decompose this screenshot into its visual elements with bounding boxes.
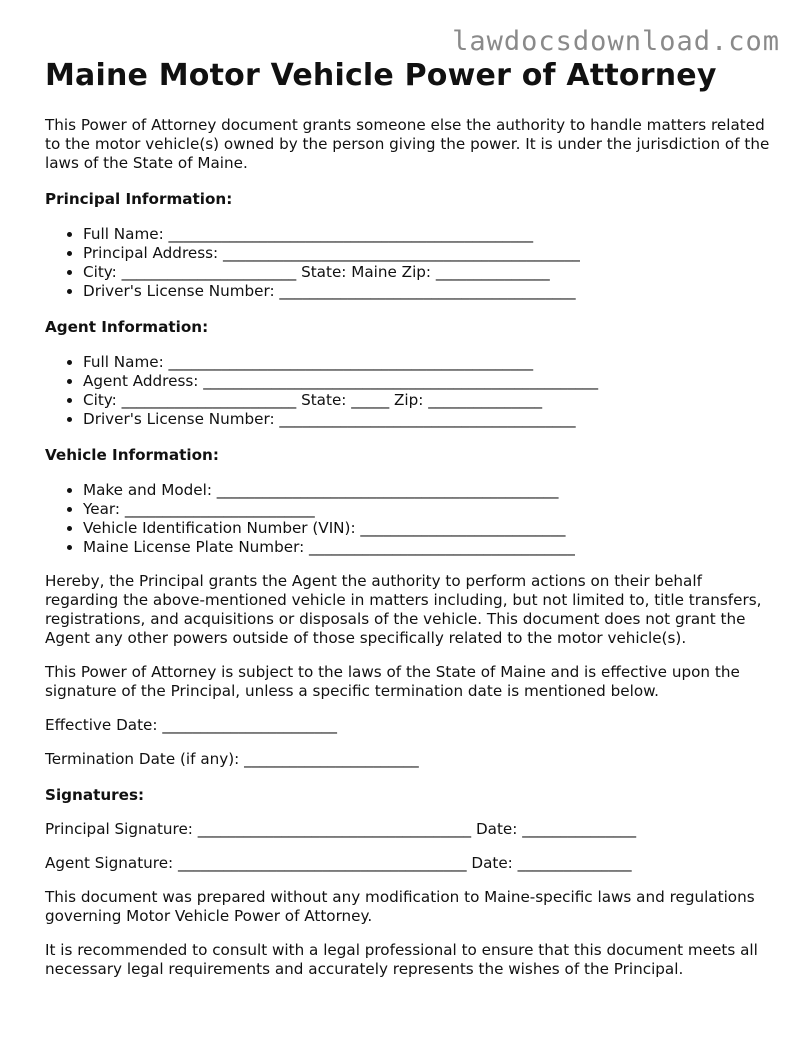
law-paragraph: This Power of Attorney is subject to the laws of the State of Maine and is effective upon the signature of the Principal, unless a specific termination date is mentioned below. bbox=[45, 663, 740, 700]
agent-city-state-zip-field[interactable]: • City: _______________________ State: _____ Zip: _______________ bbox=[83, 391, 770, 410]
vehicle-heading: Vehicle Information: bbox=[45, 446, 219, 464]
agent-heading: Agent Information: bbox=[45, 318, 209, 336]
principal-signature-field[interactable]: Principal Signature: ____________________________________ Date: _______________ bbox=[45, 820, 637, 838]
vehicle-plate-field[interactable]: • Maine License Plate Number: ___________________________________ bbox=[83, 538, 770, 557]
vehicle-year-field[interactable]: • Year: _________________________ bbox=[83, 500, 770, 519]
principal-heading: Principal Information: bbox=[45, 190, 233, 208]
watermark: lawdocsdownload.com bbox=[452, 26, 780, 57]
consult-note: It is recommended to consult with a legal professional to ensure that this document meets all necessary legal requirements and accurately represents the wishes of the Principal. bbox=[45, 941, 758, 978]
document-page bbox=[45, 56, 770, 979]
principal-license-field[interactable]: • Driver's License Number: _______________________________________ bbox=[83, 282, 770, 301]
agent-license-field[interactable]: • Driver's License Number: _______________________________________ bbox=[83, 410, 770, 429]
effective-date-field[interactable]: Effective Date: _______________________ bbox=[45, 716, 337, 734]
agent-full-name-field[interactable]: • Full Name: ________________________________________________ bbox=[83, 353, 770, 372]
vehicle-list bbox=[45, 481, 770, 557]
principal-list bbox=[45, 225, 770, 301]
grant-paragraph: Hereby, the Principal grants the Agent the authority to perform actions on their behalf regarding the above-mentioned vehicle in matters including, but not limited to, title transfers, registrations, and acquisitions or disposals of the vehicle. This document does not grant the Agent any other powers outside of those specifically related to the motor vehicle(s). bbox=[45, 572, 762, 647]
agent-list bbox=[45, 353, 770, 429]
vehicle-make-model-field[interactable]: • Make and Model: _____________________________________________ bbox=[83, 481, 770, 500]
principal-address-field[interactable]: • Principal Address: _______________________________________________ bbox=[83, 244, 770, 263]
intro-paragraph: This Power of Attorney document grants someone else the authority to handle matters related to the motor vehicle(s) owned by the person giving the power. It is under the jurisdiction of the laws of the State of Maine. bbox=[45, 116, 770, 172]
modification-note: This document was prepared without any modification to Maine-specific laws and regulations governing Motor Vehicle Power of Attorney. bbox=[45, 888, 755, 925]
termination-date-field[interactable]: Termination Date (if any): _______________________ bbox=[45, 750, 419, 768]
agent-signature-field[interactable]: Agent Signature: ______________________________________ Date: _______________ bbox=[45, 854, 632, 872]
agent-address-field[interactable]: • Agent Address: ____________________________________________________ bbox=[83, 372, 770, 391]
vehicle-vin-field[interactable]: • Vehicle Identification Number (VIN): ___________________________ bbox=[83, 519, 770, 538]
signatures-heading: Signatures: bbox=[45, 786, 145, 804]
page-title: Maine Motor Vehicle Power of Attorney bbox=[45, 58, 717, 93]
principal-city-state-zip-field[interactable]: • City: _______________________ State: Maine Zip: _______________ bbox=[83, 263, 770, 282]
principal-full-name-field[interactable]: • Full Name: ________________________________________________ bbox=[83, 225, 770, 244]
